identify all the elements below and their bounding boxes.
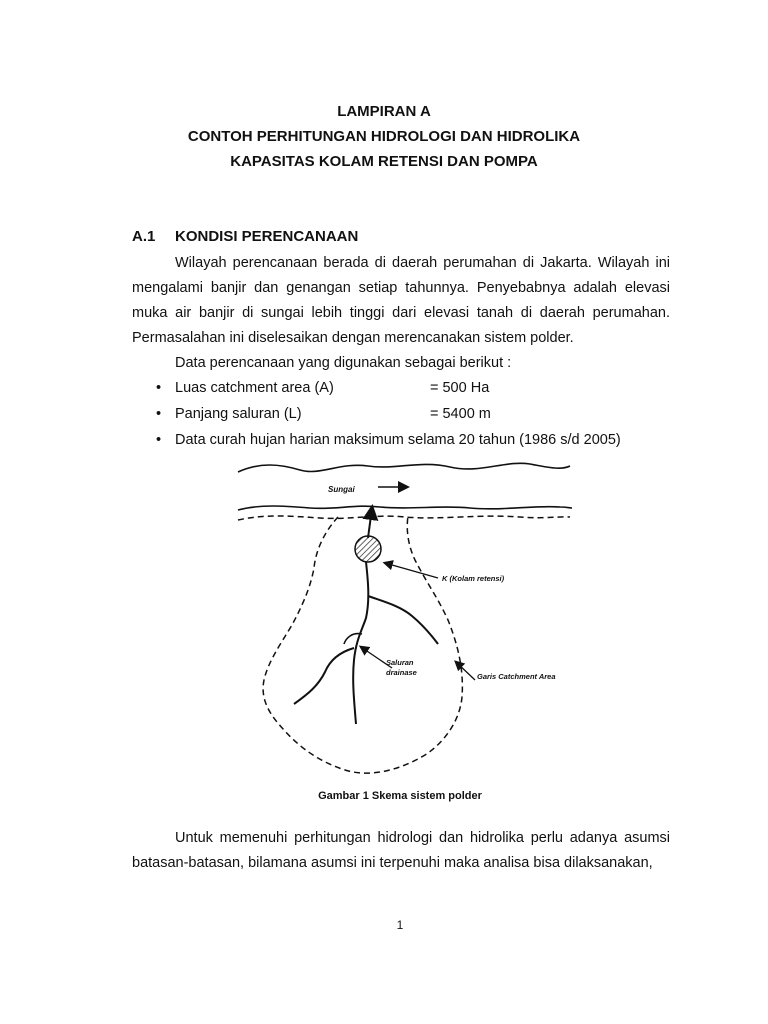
page-number: 1 [396,918,404,932]
drainage-branch-left [294,648,354,704]
label-kolam-retensi: K (Kolam retensi) [442,574,505,583]
document-subtitle: KAPASITAS KOLAM RETENSI DAN POMPA [230,153,538,170]
section-title: KONDISI PERENCANAAN [175,228,359,245]
main-drainage [353,562,368,724]
outflow-channel [368,508,372,538]
river-bank-bottom [238,506,572,510]
catchment-pointer [456,662,475,680]
label-drainase: drainase [386,668,417,677]
figure-caption: Gambar 1 Skema sistem polder [318,790,482,802]
kolam-pointer [385,563,438,578]
bullet-marker: • [156,406,162,422]
appendix-title: LAMPIRAN A [337,103,431,120]
bullet-label-rainfall: Data curah hujan harian maksimum selama 20 tahun (1986 s/d 2005) [175,432,621,448]
bullet-label-channel-length: Panjang saluran (L) [175,406,302,422]
river-bank-dashed [238,516,570,520]
bullet-marker: • [156,432,162,448]
retention-pond [355,536,381,562]
label-sungai: Sungai [328,485,355,494]
bullet-value-channel-length: = 5400 m [430,406,491,422]
paragraph-assumptions: Untuk memenuhi perhitungan hidrologi dan hidrolika perlu adanya asumsi batasan-batasan, bilamana asumsi ini terpenuhi maka analisa bisa dilaksanakan, [132,830,670,871]
paragraph-data-lead: Data perencanaan yang digunakan sebagai berikut : [175,355,512,371]
label-saluran: Saluran [386,658,414,667]
label-catchment-area: Garis Catchment Area [477,672,556,681]
polder-system-diagram [0,450,768,785]
drainage-branch-right [368,596,438,644]
bullet-marker: • [156,380,162,396]
river-bank-top [238,463,570,472]
bullet-label-catchment: Luas catchment area (A) [175,380,334,396]
paragraph-intro: Wilayah perencanaan berada di daerah perumahan di Jakarta. Wilayah ini mengalami banjir dan genangan setiap tahunnya. Penyebabnya adalah elevasi muka air banjir di sungai lebih tinggi dari elevasi tanah di daerah perumahan. Permasalahan ini diselesaikan dengan merencanakan sistem polder. [132,255,670,346]
section-number: A.1 [132,228,156,245]
bullet-value-catchment: = 500 Ha [430,380,490,396]
document-title: CONTOH PERHITUNGAN HIDROLOGI DAN HIDROLIKA [187,128,581,145]
